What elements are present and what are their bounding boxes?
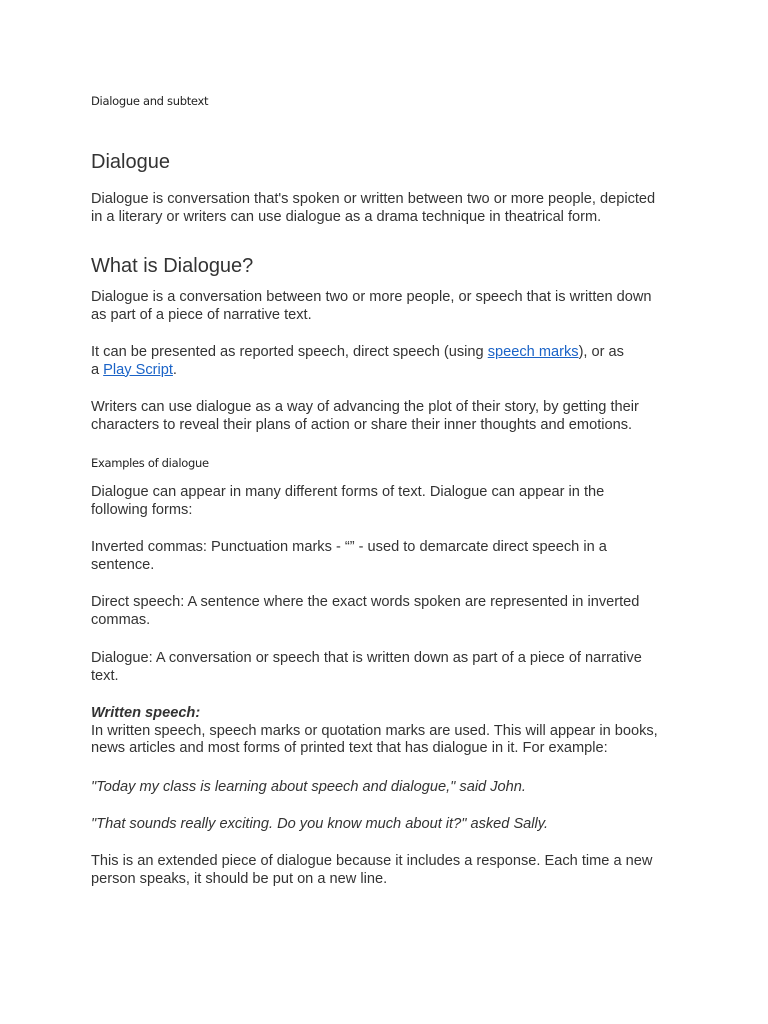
text-line: In written speech, speech marks or quotation marks are used. This will appear in books,	[91, 722, 658, 739]
heading-dialogue: Dialogue	[91, 151, 170, 173]
text-line: person speaks, it should be put on a new line.	[91, 870, 388, 887]
text-fragment: a	[91, 361, 104, 378]
what-is-dialogue-paragraph	[91, 289, 681, 324]
document-title: Dialogue and subtext	[91, 94, 209, 108]
text-line: news articles and most forms of printed text that has dialogue in it. For example:	[91, 740, 608, 756]
text-line: following forms:	[91, 501, 193, 518]
text-line: characters to reveal their plans of action or share their inner thoughts and emotions.	[91, 416, 633, 433]
heading-examples-of-dialogue: Examples of dialogue	[91, 456, 209, 470]
text-fragment: ), or as	[578, 344, 624, 360]
dialogue-form-paragraph	[91, 650, 681, 685]
text-line: Inverted commas: Punctuation marks - “” - used to demarcate direct speech in a	[91, 539, 607, 555]
text-line: Writers can use dialogue as a way of advancing the plot of their story, by getting their	[91, 399, 639, 415]
text-line: Dialogue: A conversation or speech that is written down as part of a piece of narrative	[91, 650, 642, 666]
writers-paragraph	[91, 399, 681, 434]
text-line: Direct speech: A sentence where the exact words spoken are represented in inverted	[91, 594, 640, 610]
quote-sally	[91, 816, 681, 834]
quote-john	[91, 779, 681, 797]
written-speech-heading: Written speech:	[91, 705, 201, 721]
text-fragment: It can be presented as reported speech, direct speech (using	[91, 344, 488, 360]
written-speech-paragraph	[91, 705, 681, 758]
play-script-link[interactable]: Play Script	[103, 361, 173, 378]
extended-dialogue-paragraph	[91, 853, 681, 888]
text-line: text.	[91, 667, 119, 684]
text-line	[91, 344, 681, 362]
text-line: This is an extended piece of dialogue because it includes a response. Each time a new	[91, 853, 653, 869]
text-line: as part of a piece of narrative text.	[91, 306, 312, 323]
direct-speech-paragraph	[91, 594, 681, 629]
heading-what-is-dialogue: What is Dialogue?	[91, 255, 254, 277]
text-line: Dialogue is a conversation between two or more people, or speech that is written down	[91, 289, 652, 305]
speech-marks-link[interactable]: speech marks	[487, 344, 579, 360]
text-line: commas.	[91, 611, 151, 628]
dialogue-definition-paragraph	[91, 191, 681, 226]
text-line	[91, 362, 681, 380]
text-line: Dialogue can appear in many different forms of text. Dialogue can appear in the	[91, 484, 605, 500]
forms-intro-paragraph	[91, 484, 681, 519]
text-line: sentence.	[91, 556, 155, 573]
text-line: "That sounds really exciting. Do you know much about it?" asked Sally.	[91, 816, 549, 832]
text-line: in a literary or writers can use dialogue as a drama technique in theatrical form.	[91, 208, 602, 225]
text-line: Dialogue is conversation that's spoken or written between two or more people, depicted	[91, 191, 656, 207]
presentation-paragraph	[91, 344, 681, 379]
inverted-commas-paragraph	[91, 539, 681, 574]
text-fragment: .	[172, 361, 177, 378]
text-line: "Today my class is learning about speech and dialogue," said John.	[91, 779, 526, 795]
